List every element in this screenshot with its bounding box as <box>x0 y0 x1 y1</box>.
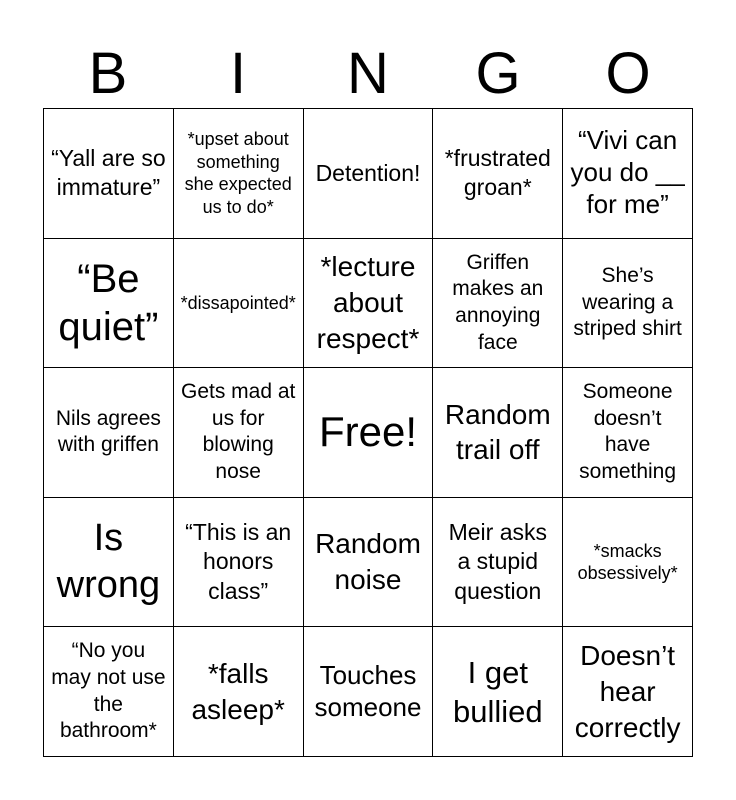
bingo-cell[interactable]: “Vivi can you do __ for me” <box>563 109 693 239</box>
bingo-cell[interactable]: Random trail off <box>433 368 563 498</box>
bingo-cell[interactable]: Touches someone <box>304 627 434 757</box>
bingo-cell[interactable]: Nils agrees with griffen <box>44 368 174 498</box>
bingo-cell[interactable]: She’s wearing a striped shirt <box>563 239 693 369</box>
bingo-cell[interactable]: “This is an honors class” <box>174 498 304 628</box>
bingo-cell[interactable]: Is wrong <box>44 498 174 628</box>
bingo-cell[interactable]: “Be quiet” <box>44 239 174 369</box>
bingo-cell[interactable]: *frustrated groan* <box>433 109 563 239</box>
bingo-cell-free[interactable]: Free! <box>304 368 434 498</box>
header-letter-i: I <box>229 41 247 106</box>
bingo-cell[interactable]: *falls asleep* <box>174 627 304 757</box>
bingo-cell[interactable]: “Yall are so immature” <box>44 109 174 239</box>
header-letter-o: O <box>605 41 651 106</box>
bingo-cell[interactable]: Detention! <box>304 109 434 239</box>
bingo-cell[interactable]: *upset about something she expected us to do* <box>174 109 304 239</box>
bingo-cell[interactable]: I get bullied <box>433 627 563 757</box>
bingo-cell[interactable]: *smacks obsessively* <box>563 498 693 628</box>
bingo-board <box>43 108 693 757</box>
bingo-cell[interactable]: “No you may not use the bathroom* <box>44 627 174 757</box>
bingo-cell[interactable]: Meir asks a stupid question <box>433 498 563 628</box>
bingo-header <box>43 40 693 108</box>
bingo-cell[interactable]: Doesn’t hear correctly <box>563 627 693 757</box>
bingo-cell[interactable]: Random noise <box>304 498 434 628</box>
bingo-cell[interactable]: Gets mad at us for blowing nose <box>174 368 304 498</box>
header-letter-b: B <box>88 41 128 106</box>
bingo-cell[interactable]: *lecture about respect* <box>304 239 434 369</box>
bingo-cell[interactable]: Griffen makes an annoying face <box>433 239 563 369</box>
header-letter-n: N <box>347 41 389 106</box>
bingo-cell[interactable]: *dissapointed* <box>174 239 304 369</box>
bingo-cell[interactable]: Someone doesn’t have something <box>563 368 693 498</box>
header-letter-g: G <box>475 41 521 106</box>
